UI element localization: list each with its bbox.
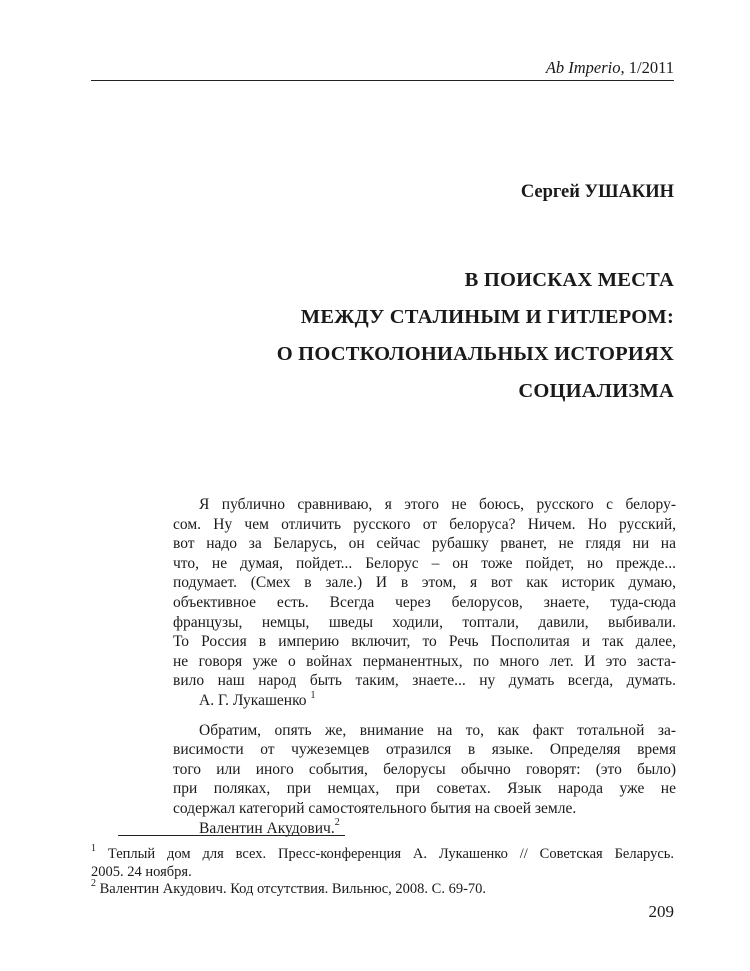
page-number: 209 — [648, 902, 674, 921]
epigraph-line: Я публично сравниваю, я этого не боюсь, русского с белору- — [199, 496, 676, 513]
attribution-text: Валентин Акудович. — [199, 819, 335, 837]
footnote-ref[interactable]: 2 — [334, 817, 340, 829]
journal-name: Ab Imperio — [545, 58, 621, 77]
article-title — [277, 262, 674, 410]
footnote-divider — [118, 835, 345, 836]
footnote-number: 1 — [91, 843, 96, 855]
attribution-text: А. Г. Лукашенко — [199, 691, 307, 709]
epigraph-attribution — [173, 691, 676, 711]
title-line: В ПОИСКАХ МЕСТА — [464, 269, 674, 291]
epigraph-line: висимости от чужеземцев отразился в языке. Определяя время — [173, 741, 676, 759]
article-author: Сергей УШАКИН — [520, 182, 674, 202]
epigraph-line: французы, немцы, шведы ходили, топтали, давили, выбивали. — [173, 613, 676, 631]
footnote-number: 2 — [91, 878, 96, 890]
footnote-ref[interactable]: 1 — [310, 689, 316, 701]
epigraph-line: не говоря уже о войнах перманентных, по много лет. И это заста- — [173, 652, 676, 670]
footnote-item — [91, 843, 674, 864]
title-line: МЕЖДУ СТАЛИНЫМ И ГИТЛЕРОМ: — [300, 306, 674, 328]
footnote-text: Валентин Акудович. Код отсутствия. Вильнюс, 2008. С. 69-70. — [96, 881, 487, 898]
epigraph-block — [173, 495, 676, 838]
title-line: СОЦИАЛИЗМА — [518, 380, 674, 402]
epigraph-line: То Россия в империю включит, то Речь Посполитая и так далее, — [173, 633, 676, 651]
epigraph-line: сом. Ну чем отличить русского от белоруса? Ничем. Но русский, — [173, 515, 676, 533]
epigraph-line: вило наш народ быть таким, знаете... ну думать всегда, думать. — [173, 672, 676, 690]
footnote-item — [91, 878, 674, 899]
epigraph-line: что, не думая, пойдет... Белорус – он тоже пойдет, но прежде... — [173, 554, 676, 572]
epigraph-line: подумает. (Смех в зале.) И в этом, я вот как историк думаю, — [173, 574, 676, 592]
epigraph-line: того или иного события, белорусы обычно говорят: (это было) — [173, 760, 676, 778]
title-line: О ПОСТКОЛОНИАЛЬНЫХ ИСТОРИЯХ — [276, 343, 674, 365]
journal-issue: , 1/2011 — [620, 58, 674, 77]
epigraph-line: вот надо за Беларусь, он сейчас рубашку рванет, не глядя ни на — [173, 535, 676, 553]
epigraph-line: Обратим, опять же, внимание на то, как факт тотальной за- — [199, 721, 676, 739]
footnote-continuation: 2005. 24 ноября. — [91, 863, 192, 880]
running-header — [91, 58, 674, 81]
footnote-text: Теплый дом для всех. Пресс-конференция А. Лукашенко // Советская Беларусь. — [96, 846, 674, 862]
epigraph-line: при поляках, при немцах, при советах. Язык народа уже не — [173, 780, 676, 798]
epigraph-line: объективное есть. Всегда через белорусов, знаете, туда-сюда — [173, 593, 676, 611]
footnotes — [91, 843, 674, 899]
epigraph-line: содержал категорий самостоятельного бытия на своей земле. — [173, 799, 577, 817]
